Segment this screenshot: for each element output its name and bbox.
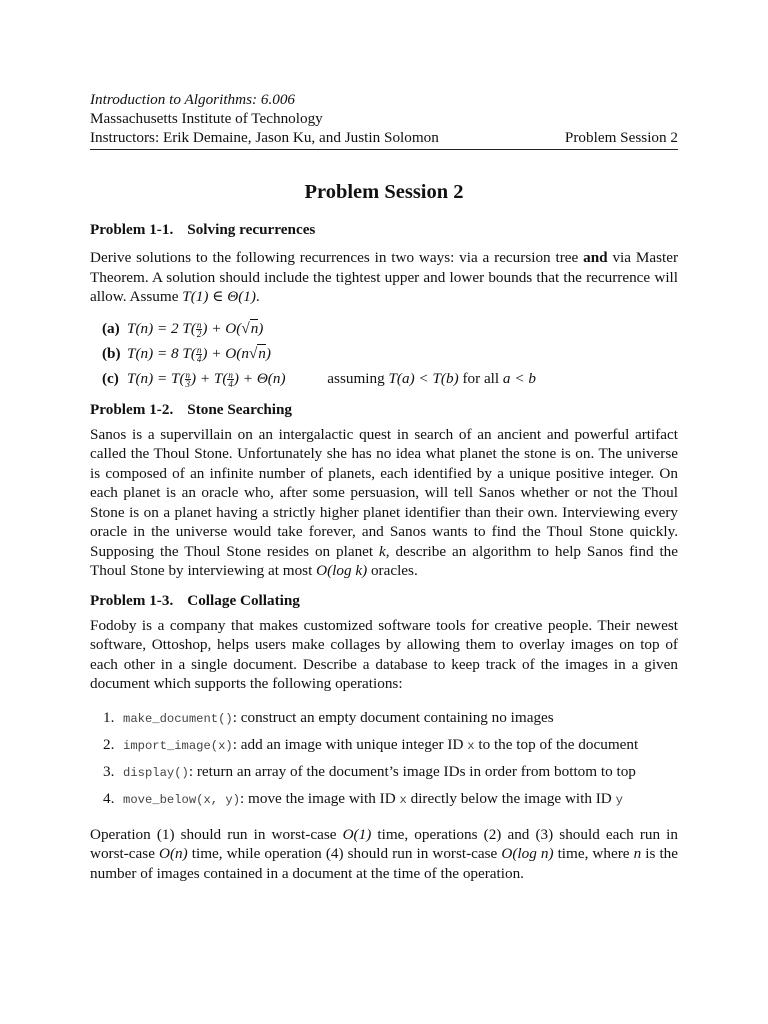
problem-3-number: Problem 1-3. bbox=[90, 591, 174, 609]
fraction-denominator: 4 bbox=[228, 378, 233, 389]
assumption-word: assuming bbox=[327, 369, 385, 387]
operation-desc-2: to the top of the document bbox=[478, 735, 639, 753]
operation-3 bbox=[103, 759, 678, 786]
operation-number: 3. bbox=[103, 762, 115, 780]
problem-2-heading bbox=[90, 401, 678, 419]
problem-1-intro-text: Derive solutions to the following recurrences in two ways: via a recursion tree bbox=[90, 249, 579, 266]
recurrence-mid: ) + T( bbox=[191, 369, 228, 387]
closing-math-2: O(n) bbox=[159, 845, 188, 862]
problem-1-intro: Derive solutions to the following recurrences in two ways: via a recursion tree and via Master Theorem. A solution should include the tightest upper and lower bounds that the recurrence will allow. Assume T(1) ∈ Θ(1). bbox=[90, 249, 679, 305]
assumption-for: for all bbox=[462, 369, 500, 387]
recurrence-label: (c) bbox=[102, 369, 119, 387]
math-k: k bbox=[379, 542, 386, 560]
problem-1-title: Solving recurrences bbox=[187, 221, 316, 238]
assumption-condition: a < b bbox=[502, 369, 536, 387]
header-row bbox=[90, 128, 678, 150]
recurrence-c bbox=[102, 366, 678, 391]
operation-desc: : add an image with unique integer ID bbox=[232, 735, 464, 753]
closing-text-5: is the number of images contained in a document at the time of the operation. bbox=[90, 845, 678, 882]
operation-4 bbox=[103, 786, 678, 813]
institute-name: Massachusetts Institute of Technology bbox=[90, 110, 323, 127]
recurrence-list bbox=[102, 316, 678, 391]
operation-code: make_document() bbox=[123, 711, 233, 726]
operation-code: display() bbox=[123, 765, 189, 780]
problem-1-intro-bold: and bbox=[583, 249, 608, 266]
operation-code: import_image(x) bbox=[123, 738, 233, 753]
recurrence-label: (a) bbox=[102, 319, 120, 337]
problem-1-number: Problem 1-1. bbox=[90, 221, 174, 238]
assumption-math: T(a) < T(b) bbox=[388, 369, 459, 387]
operation-arg-code: x bbox=[467, 738, 475, 753]
closing-text: Operation (1) should run in worst-case bbox=[90, 825, 337, 843]
problem-2-number: Problem 1-2. bbox=[90, 400, 174, 418]
recurrence-rhs-end: ) bbox=[265, 344, 271, 362]
operation-number: 4. bbox=[103, 789, 115, 807]
sqrt-arg: n bbox=[250, 319, 259, 337]
problem-1-heading bbox=[90, 221, 678, 239]
closing-math-4: n bbox=[633, 845, 642, 862]
fraction-numerator: n bbox=[228, 369, 233, 380]
problem-3-intro: Fodoby is a company that makes customized software tools for creative people. Their newest software, Ottoshop, helps users make collages by allowing them to overlay images on top of each other in a single document. Describe a database to keep track of the images in a given document which supports the following operations: bbox=[90, 616, 678, 692]
sqrt-arg: n bbox=[258, 344, 266, 362]
problem-2-title: Stone Searching bbox=[187, 400, 293, 418]
problem-2-text bbox=[90, 425, 678, 581]
problem-2-body-2: , describe an algorithm to help Sanos find the Thoul Stone by interviewing at most bbox=[90, 542, 679, 579]
recurrence-lhs: T(n) = 2 T( bbox=[127, 319, 196, 337]
recurrence-lhs: T(n) = 8 T( bbox=[127, 344, 196, 362]
problem-3-heading bbox=[90, 592, 678, 610]
problem-1-assumption-math: T(1) ∈ Θ(1) bbox=[182, 288, 256, 305]
recurrence-a: (a) T(n) = 2 T( $\frac{n}{2}$ ) + O(√n) bbox=[102, 316, 678, 341]
session-label: Problem Session 2 bbox=[564, 129, 678, 146]
course-name: Introduction to Algorithms: 6.006 bbox=[90, 91, 296, 108]
fraction-denominator: 4 bbox=[196, 353, 202, 364]
closing-text-4: time, where bbox=[557, 845, 630, 862]
fraction-numerator: n bbox=[196, 319, 202, 330]
page-title: Problem Session 2 bbox=[304, 181, 464, 203]
closing-math-3: O(log n) bbox=[501, 845, 554, 862]
operation-desc: : move the image with ID bbox=[240, 789, 396, 807]
fraction-denominator: 3 bbox=[185, 378, 191, 389]
recurrence-rhs: ) + Θ(n) bbox=[233, 369, 286, 387]
problem-3-closing bbox=[90, 825, 678, 884]
recurrence-label: (b) bbox=[102, 344, 121, 362]
operation-arg-code-2: y bbox=[615, 792, 623, 807]
recurrence-rhs: ) + O( bbox=[202, 319, 242, 337]
closing-math-1: O(1) bbox=[342, 825, 372, 843]
fraction-numerator: n bbox=[185, 369, 191, 380]
instructors-line: Instructors: Erik Demaine, Jason Ku, and Justin Solomon bbox=[90, 129, 439, 146]
operation-number: 1. bbox=[103, 708, 115, 726]
operation-1 bbox=[103, 705, 678, 732]
page-header bbox=[90, 90, 678, 150]
document-page bbox=[90, 90, 678, 883]
problem-2-body: Sanos is a supervillain on an intergalactic quest in search of an ancient and powerful artifact called the Thoul Stone. Unfortunately she has no idea what planet the stone is on. The universe is composed of an infinite number of planets, each identified by a unique positive integer. On each planet is an oracle who, after some persuasion, will tell Sanos whether or not the Thoul Stone is on a planet having a strictly higher planet identifier than their own. Interviewing every oracle in the universe would take forever, and Sanos wants to find the Thoul Stone quickly. Supposing the Thoul Stone resides on planet bbox=[90, 425, 678, 560]
operation-desc: : return an array of the document’s image IDs in order from bottom to top bbox=[188, 762, 636, 780]
operation-number: 2. bbox=[103, 735, 115, 753]
math-log-k: O(log k) bbox=[316, 562, 368, 579]
operation-code: move_below(x, y) bbox=[123, 792, 241, 807]
operation-arg-code: x bbox=[399, 792, 407, 807]
operations-list bbox=[103, 705, 678, 813]
recurrence-rhs-end: ) bbox=[258, 319, 264, 337]
closing-text-3: time, while operation (4) should run in worst-case bbox=[191, 845, 498, 862]
problem-2-body-3: oracles. bbox=[370, 562, 418, 579]
fraction-numerator: n bbox=[196, 344, 202, 355]
operation-desc-2: directly below the image with ID bbox=[410, 789, 612, 807]
operation-desc: : construct an empty document containing no images bbox=[232, 708, 554, 726]
recurrence-assumption bbox=[327, 366, 536, 391]
problem-3-title: Collage Collating bbox=[187, 591, 300, 609]
fraction-denominator: 2 bbox=[196, 328, 202, 339]
recurrence-lhs: T(n) = T( bbox=[127, 369, 185, 387]
problem-1-intro-text-2: via Master Theorem. A solution should include the tightest upper and lower bounds that the recurrence will allow. Assume bbox=[90, 249, 679, 305]
recurrence-rhs: ) + O(n bbox=[202, 344, 249, 362]
closing-text-2: time, operations (2) and (3) should each run in worst-case bbox=[90, 825, 678, 862]
operation-2 bbox=[103, 732, 678, 759]
recurrence-b: (b) T(n) = 8 T( $\frac{n}{4}$ ) + O(n√n) bbox=[102, 341, 678, 366]
